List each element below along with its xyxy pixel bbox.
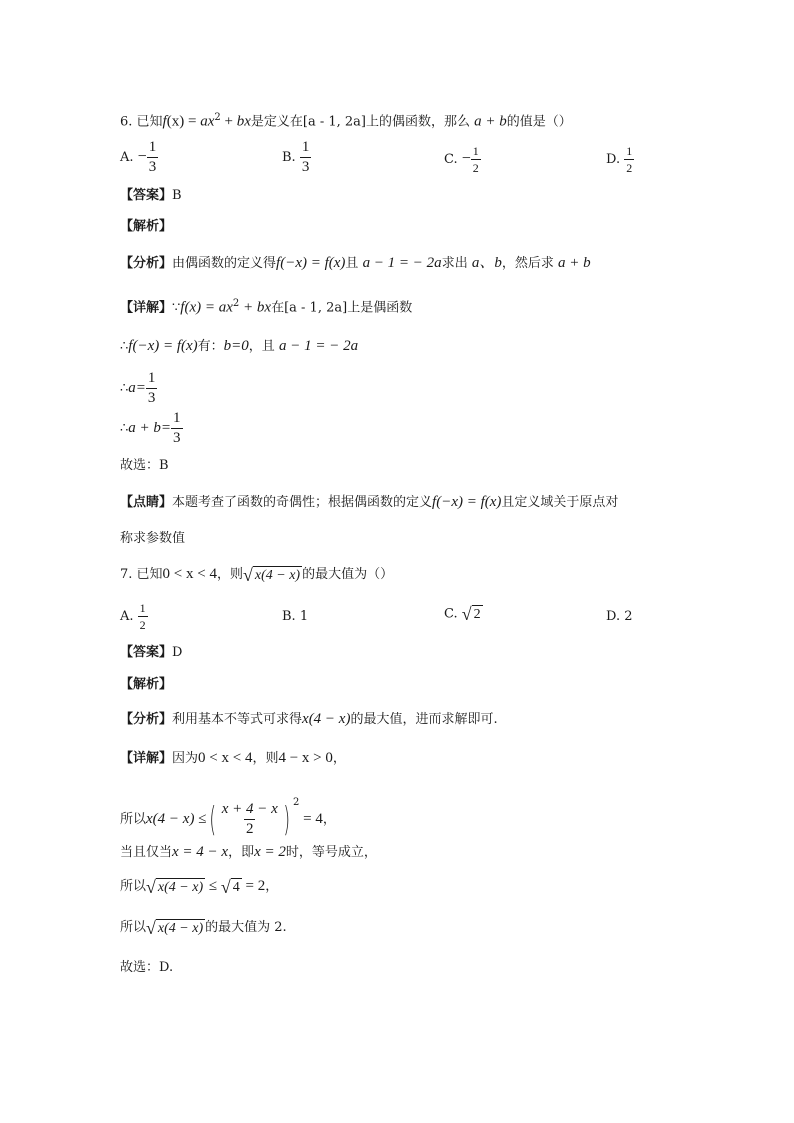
sqrt-symbol: √ x(4 − x) [242,564,301,585]
q7-step-2: 当且仅当x = 4 − x，即x = 2时，等号成立， [120,844,377,860]
q6-option-a: A. − $\frac{1}{3}$ [120,139,157,175]
q6-choose: 故选：B [120,458,169,473]
sqrt-symbol: √ x(4 − x) [146,876,204,897]
q6-step-3: ∴a + b= $\frac{1}{3}$ [120,410,181,446]
q6-answer: 【答案】B [120,188,182,203]
q6-stem: 6. 已知$f(x) = ax^2$ + bx是定义在[a - 1, 2a]上的偶函数，那么 a + b的值是（） [120,112,572,130]
q6-dianjing: 【点睛】本题考查了函数的奇偶性；根据偶函数的定义f(−x) = f(x)且定义域关于原点对 [120,494,619,510]
sqrt-symbol: √ 4 [220,876,240,897]
q6-step-1: ∴f(−x) = f(x)有：b=0，且 a − 1 = − 2a [120,338,359,354]
q7-option-a: A. $\frac{1}{2}$ [120,601,146,632]
q7-stem: 7. 已知0 < x < 4，则 √ x(4 − x) 的最大值为（） [120,564,394,585]
q6-dianjing-cont: 称求参数值 [120,531,186,546]
q6-analysis-heading: 【解析】 [120,219,173,234]
q7-step-1: 所以x(4 − x) ≤( $\frac{x + 4 - x}{2}$ ) $^2$ = 4， [120,797,336,840]
q7-choose: 故选：D. [120,960,174,975]
q7-option-b: B. 1 [282,609,309,624]
sqrt-symbol: √ x(4 − x) [146,917,204,938]
q7-step-3: 所以 √ x(4 − x) ≤ √ 4 = 2， [120,876,279,897]
q7-xiangjie: 【详解】因为0 < x < 4，则4 − x > 0， [120,750,346,766]
q7-answer: 【答案】D [120,645,183,660]
q6-option-d: D. $\frac{1}{2}$ [606,144,633,175]
q6-option-b: B. $\frac{1}{3}$ [282,139,310,175]
q6-xiangjie: 【详解】∵f(x) = $ax^2$ + bx在[a - 1, 2a]上是偶函数 [120,298,413,316]
q6-step-2: ∴a= $\frac{1}{3}$ [120,370,156,406]
q7-fenxi: 【分析】利用基本不等式可求得x(4 − x)的最大值，进而求解即可. [120,711,498,727]
q7-option-c: C. √ 2 [444,604,481,624]
q6-option-c: C. − $\frac{1}{2}$ [444,144,479,175]
q7-step-4: 所以 √ x(4 − x) 的最大值为 2. [120,917,287,938]
sqrt-symbol: √ 2 [461,604,481,624]
q6-fenxi: 【分析】由偶函数的定义得f(−x) = f(x)且 a − 1 = − 2a求出 a、b，然后求 a + b [120,255,591,271]
q7-analysis-heading: 【解析】 [120,677,173,692]
q7-option-d: D. 2 [606,609,633,624]
